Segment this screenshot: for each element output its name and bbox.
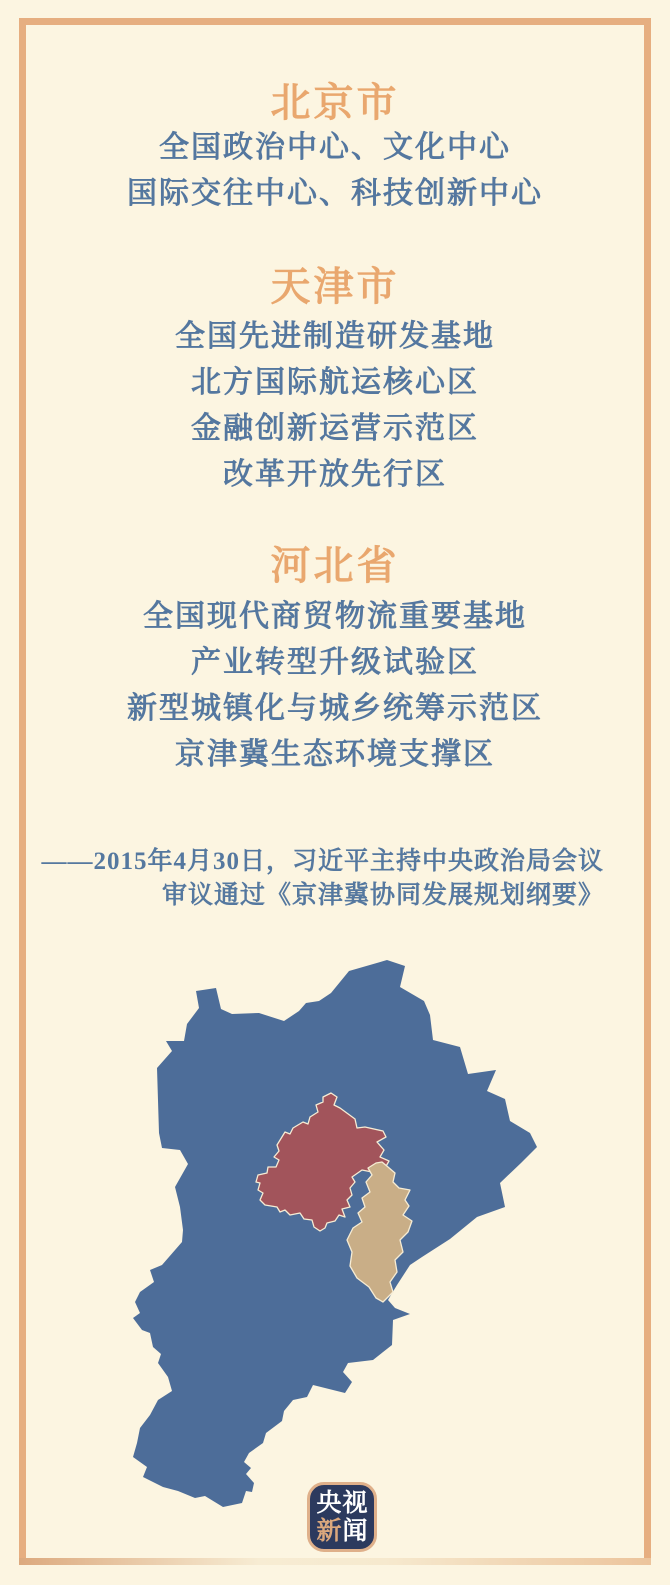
logo-char: 新 (316, 1517, 342, 1545)
section-line: 新型城镇化与城乡统筹示范区 (127, 692, 543, 725)
logo-char: 视 (342, 1489, 368, 1517)
jingjinji-map (100, 930, 580, 1530)
section-line: 产业转型升级试验区 (191, 646, 479, 679)
section-line: 京津冀生态环境支撑区 (175, 738, 495, 771)
section-line: 全国先进制造研发基地 (175, 320, 495, 353)
cctv-news-logo (307, 1482, 377, 1552)
section-title-hebei: 河北省 (270, 544, 400, 588)
section-line: 全国现代商贸物流重要基地 (143, 600, 527, 633)
citation-line: 审议通过《京津冀协同发展规划纲要》 (161, 882, 604, 909)
section-line: 国际交往中心、科技创新中心 (127, 177, 543, 210)
section-lines-beijing (0, 125, 670, 217)
section-title-beijing: 北京市 (270, 81, 400, 125)
logo-char: 央 (316, 1489, 342, 1517)
section-title-tianjin: 天津市 (270, 265, 400, 309)
map-region-hebei (133, 960, 537, 1507)
citation (41, 845, 604, 913)
section-line: 改革开放先行区 (223, 458, 447, 491)
section-lines-tianjin (0, 314, 670, 498)
citation-line: ——2015年4月30日，习近平主持中央政治局会议 (41, 848, 604, 875)
logo-char: 闻 (342, 1517, 368, 1545)
section-line: 金融创新运营示范区 (191, 412, 479, 445)
section-line: 北方国际航运核心区 (191, 366, 479, 399)
section-lines-hebei (0, 594, 670, 778)
decorative-frame-bottom (19, 1558, 651, 1565)
section-line: 全国政治中心、文化中心 (159, 131, 511, 164)
